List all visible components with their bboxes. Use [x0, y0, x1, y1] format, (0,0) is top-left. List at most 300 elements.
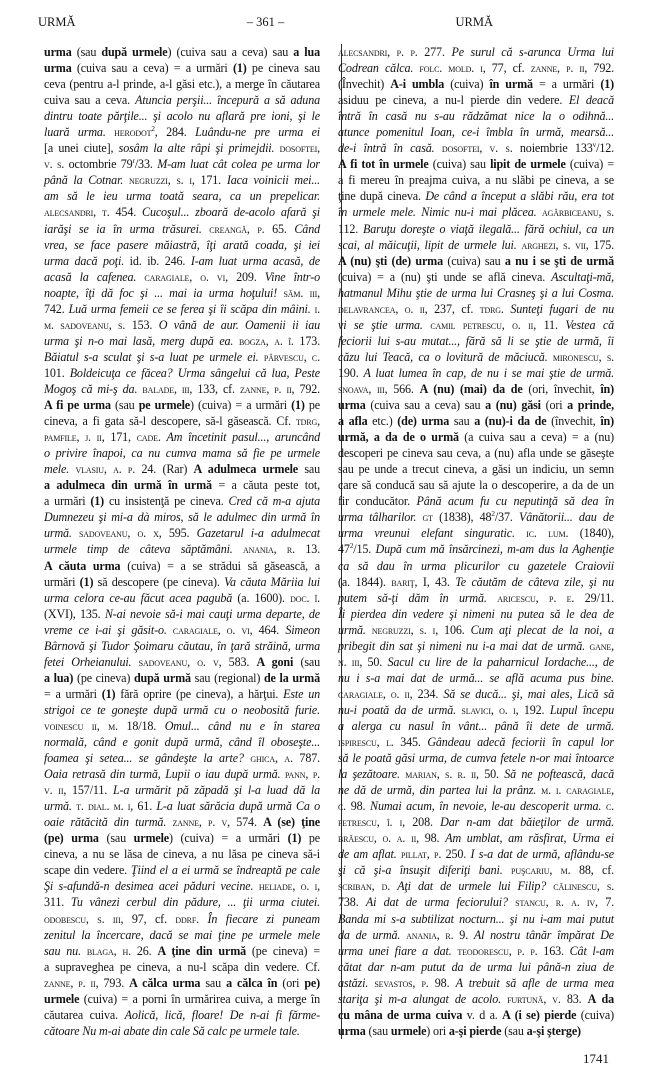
- text-line: [44, 686, 320, 702]
- plain-text: , 566.: [384, 381, 420, 396]
- plain-text: (cuiva sau a ceva) = a urmări: [71, 61, 233, 76]
- plain-text: .: [157, 430, 167, 445]
- plain-text: 454.: [109, 205, 143, 220]
- plain-text: 345.: [393, 735, 428, 750]
- bold-term: A fi pe urma: [44, 398, 111, 413]
- plain-text: (învechit,: [546, 414, 601, 429]
- text-line: [44, 92, 320, 108]
- text-line: [338, 76, 614, 92]
- plain-text: = a urmări: [44, 686, 102, 701]
- italic-citation: urma celora ce-au făcut acea pagubă: [44, 590, 233, 605]
- italic-citation: urma vreunui elefant singuratic.: [338, 526, 515, 541]
- bold-term: A ţine din urmă: [157, 943, 247, 958]
- italic-citation: Simeon: [285, 622, 321, 637]
- source-abbrev: bogza, a. î.: [238, 333, 294, 348]
- source-abbrev: zanne, p. ii: [530, 61, 585, 76]
- two-column-body: [44, 44, 613, 1039]
- source-abbrev: teodorescu, p. p.: [457, 943, 538, 958]
- plain-text: , 464.: [249, 622, 286, 637]
- source-abbrev: caragiale, o. vi: [144, 269, 226, 284]
- plain-text: noiembrie 133: [512, 141, 593, 156]
- text-line: [338, 253, 614, 269]
- text-line: [44, 943, 320, 959]
- text-line: [338, 606, 614, 622]
- text-line: [338, 477, 614, 493]
- italic-citation: M-am luat cât colea pe urma lor: [157, 157, 320, 172]
- text-line: [338, 654, 614, 670]
- text-line: [44, 782, 320, 798]
- plain-text: (cuiva) sau: [428, 157, 491, 172]
- text-line: [338, 1023, 614, 1039]
- italic-citation: da de urmă.: [338, 927, 401, 942]
- source-abbrev: doc. î.: [290, 590, 321, 605]
- source-abbrev: snoava, iii: [338, 381, 385, 396]
- plain-text: /33.: [134, 157, 158, 172]
- bold-term: în urmă: [489, 77, 533, 92]
- italic-citation: scai, al măicuţii, lipit de urmele lui.: [338, 237, 517, 252]
- bold-term: A-i umbla: [390, 77, 445, 92]
- text-line: [44, 574, 320, 590]
- italic-citation: Vânătorii... dau de: [519, 510, 614, 525]
- italic-citation: Ascultaţi-mă,: [551, 269, 614, 284]
- source-abbrev: heliade, o. i,: [258, 879, 320, 894]
- plain-text: (ori: [277, 975, 305, 990]
- plain-text: (pe cineva) =: [246, 943, 320, 958]
- italic-citation: Va căuta Măriia lui: [224, 574, 320, 589]
- italic-citation: astăzi.: [338, 975, 369, 990]
- italic-citation: luară urma.: [44, 125, 106, 140]
- italic-citation: foamea şi setea... se gândeşte la arte?: [44, 751, 244, 766]
- source-abbrev: ddrf: [175, 911, 197, 926]
- plain-text: , 97, cf.: [120, 911, 176, 926]
- italic-citation: acasă la cafenea.: [44, 269, 137, 284]
- plain-text: pe cineva sau: [246, 61, 320, 76]
- text-line: [44, 397, 320, 413]
- source-abbrev: sadoveanu, o. v: [138, 654, 219, 669]
- source-abbrev: scriban, d.: [338, 879, 391, 894]
- text-line: [338, 397, 614, 413]
- text-line: [44, 862, 320, 878]
- text-line: [338, 750, 614, 766]
- italic-citation: Cucoşul... zboară de-acolo afară şi: [142, 205, 321, 220]
- text-line: [44, 959, 320, 975]
- text-line: [338, 830, 614, 846]
- plain-text: (pe cineva): [73, 670, 134, 685]
- text-line: [44, 750, 320, 766]
- italic-citation: L-a luat sărăcia după urmă Ca o: [156, 799, 320, 814]
- plain-text: , 157/11.: [63, 783, 113, 798]
- bold-term: lipit de urmele: [490, 157, 566, 172]
- text-line: [338, 686, 614, 702]
- text-line: [44, 894, 320, 910]
- text-line: [44, 541, 320, 557]
- text-line: [44, 509, 320, 525]
- italic-citation: putem să-ţi dăm în urmă.: [338, 590, 487, 605]
- italic-citation: oaie rătăcită din turmă.: [44, 815, 167, 830]
- italic-citation: Sacul cu lire de la paharnicul Iordache..., de: [387, 654, 614, 669]
- plain-text: ) ori: [426, 1023, 449, 1038]
- running-head-right: URMĂ: [455, 15, 493, 29]
- source-abbrev: n. iii: [338, 654, 360, 669]
- bold-term: după urmă: [133, 670, 191, 685]
- text-line: [44, 253, 320, 269]
- plain-text: cu insistenţă pe cineva.: [104, 494, 229, 509]
- italic-citation: I s-a dat de urmă, aflându-se: [470, 847, 615, 862]
- bold-term: urmă, a da de o urmă: [338, 430, 459, 445]
- bold-term: a lua): [44, 670, 74, 685]
- italic-citation: să le poată găsi urma, de cumva fetele n-or mai întoarce: [338, 751, 614, 766]
- italic-citation: Ţiind el a ei urmă se îndreaptă pe cale: [130, 863, 321, 878]
- italic-citation: Când: [294, 221, 320, 236]
- italic-citation: L-a urmărit pă zăpadă şi l-a luad dă la: [112, 783, 321, 798]
- text-line: [44, 975, 320, 991]
- italic-citation: Vestea că: [565, 317, 615, 332]
- source-abbrev: negruzzi, s. i: [371, 622, 436, 637]
- text-line: [44, 798, 320, 814]
- source-abbrev: camil petrescu, o. ii: [430, 317, 534, 332]
- text-line: [338, 862, 614, 878]
- bold-term: urma: [338, 1023, 366, 1038]
- italic-citation: nu i s-a mai dat de urmă... se află acuma pus bine.: [338, 670, 614, 685]
- italic-citation: Ai dat de urma feciorului?: [365, 895, 508, 910]
- plain-text: [503, 863, 511, 877]
- text-line: [338, 975, 614, 991]
- plain-text: 190.: [338, 365, 364, 380]
- italic-citation: Atuncia perşii... începură a să aduna: [135, 93, 321, 108]
- plain-text: 9.: [453, 927, 474, 942]
- bold-term: urma: [338, 398, 366, 413]
- bold-term: (1): [90, 494, 105, 509]
- bold-term: (1): [79, 574, 94, 589]
- plain-text: (sau: [71, 45, 102, 59]
- text-line: [338, 221, 614, 237]
- text-line: [44, 1023, 320, 1039]
- source-abbrev: ispirescu, l.: [338, 735, 394, 750]
- italic-citation: noapte, îţi dă foc şi ... mai ia urma hoţului!: [44, 285, 278, 300]
- plain-text: 738.: [338, 895, 366, 910]
- italic-citation: întră în casă nu s-au rădzămat nice la o odihnă...: [338, 109, 614, 124]
- source-abbrev: marian, s. r. ii: [405, 767, 476, 782]
- plain-text: 18/18.: [118, 718, 165, 733]
- plain-text: scape din vedere.: [44, 863, 131, 878]
- plain-text: , 77, cf.: [482, 61, 531, 76]
- text-line: [338, 461, 614, 477]
- bold-term: a-şi pierde: [448, 1023, 502, 1038]
- italic-citation: dintru toate părţile... şi acolo nu aflară pre ioni, şi le: [44, 109, 320, 124]
- italic-citation: în urmele mele. Nimic nu-i mai plăcea.: [338, 205, 537, 220]
- bold-term: a călca în: [226, 975, 278, 990]
- running-header: [38, 15, 493, 30]
- plain-text: fără oprire (pe cineva), a hărţui.: [115, 686, 284, 701]
- bold-term: A (nu) şti (de) urma: [338, 253, 443, 268]
- text-line: [338, 878, 614, 894]
- italic-citation: Numai acum, în nevoie, le-au descoperit urma.: [370, 799, 602, 814]
- italic-citation: Mogoş că mi-ş da.: [44, 381, 138, 396]
- text-line: [44, 702, 320, 718]
- text-line: [338, 943, 614, 959]
- plain-text: , 574.: [227, 815, 264, 830]
- italic-citation: ne dă de urmă, din partea lui la prânz.: [338, 783, 537, 798]
- source-abbrev: caragiale, o. ii: [338, 686, 410, 701]
- text-line: [44, 654, 320, 670]
- italic-citation: A trebuit să afle de urma mea: [455, 975, 615, 990]
- bold-term: a (nu) găsi: [485, 398, 541, 413]
- text-line: [44, 638, 320, 654]
- text-line: [338, 156, 614, 172]
- text-line: [338, 798, 614, 814]
- italic-citation: sosâm la alte râpi şi primejdii.: [118, 141, 275, 156]
- plain-text: descoperi pe cineva sau ceva, a (nu) afla unde se găseşte: [338, 446, 614, 461]
- text-line: [44, 172, 320, 188]
- plain-text: sau: [449, 414, 475, 429]
- text-line: [44, 156, 320, 172]
- plain-text: a urmări: [44, 494, 91, 509]
- italic-citation: strigoi ce te goneşte după urmă cu o neobosită furie.: [44, 702, 320, 717]
- plain-text: asiduu pe cineva, a nu-l pierde din vedere.: [338, 93, 569, 108]
- italic-citation: zenitul la încercare, dacă se mai ţine pe urmele mele: [44, 927, 320, 942]
- plain-text: ţine după cineva.: [338, 189, 426, 204]
- text-line: [44, 477, 320, 493]
- plain-text: urmări: [44, 574, 80, 589]
- source-abbrev: arghezi, s. vii: [521, 237, 586, 252]
- italic-citation: Baruţu doreşte o viaţă ilegală... fără ochiul, ca un: [363, 221, 614, 236]
- plain-text: , 7.: [595, 895, 614, 910]
- plain-text: , 50.: [359, 654, 388, 669]
- italic-citation: urmă.: [44, 799, 72, 814]
- source-abbrev: tdrg: [479, 301, 501, 316]
- text-line: [338, 702, 614, 718]
- text-line: [44, 285, 320, 301]
- text-line: [338, 60, 614, 76]
- text-line: [44, 718, 320, 734]
- bold-term: urma: [44, 61, 72, 76]
- italic-citation: de-i întră în casă.: [338, 141, 435, 156]
- plain-text: 742.: [44, 301, 69, 316]
- plain-text: .: [196, 911, 208, 926]
- plain-text: , 234.: [409, 686, 444, 701]
- plain-text: (cuiva): [444, 77, 490, 92]
- text-line: [44, 108, 320, 124]
- source-abbrev: gt: [422, 510, 433, 525]
- bold-term: a-şi şterge): [526, 1023, 581, 1038]
- text-line: [338, 44, 614, 60]
- superscript: 2: [349, 542, 354, 551]
- plain-text: (cuiva sau a ceva) sau: [365, 398, 486, 413]
- bold-term: a prinde,: [567, 398, 614, 413]
- bold-term: A adulmeca urmele: [193, 462, 299, 477]
- text-line: [44, 606, 320, 622]
- italic-citation: şi că şi-a însuşit diferiţi bani.: [338, 863, 503, 878]
- bold-term: (1): [101, 686, 116, 701]
- text-line: [338, 124, 614, 140]
- text-line: [338, 285, 614, 301]
- text-line: [44, 670, 320, 686]
- italic-citation: Până acum fu cu neputinţă să dea în: [416, 494, 614, 509]
- source-abbrev: ic. lum.: [526, 526, 569, 541]
- italic-citation: Dar n-am dat băieţilor de urmă.: [440, 815, 614, 830]
- plain-text: , 209.: [225, 269, 265, 284]
- text-line: [338, 140, 614, 156]
- plain-text: [435, 141, 442, 155]
- text-line: [338, 108, 614, 124]
- text-line: [338, 782, 614, 798]
- source-abbrev: stancu, r. a. iv: [515, 895, 596, 910]
- text-line: [338, 911, 614, 927]
- bold-term: (de) urma: [397, 414, 450, 429]
- right-column-text: [338, 44, 614, 1039]
- plain-text: , 106.: [435, 622, 471, 637]
- text-line: [338, 846, 614, 862]
- plain-text: [487, 591, 498, 605]
- plain-text: 173.: [293, 333, 320, 348]
- plain-text: [233, 542, 243, 556]
- plain-text: , 284.: [154, 125, 196, 140]
- italic-citation: Şi s-afundă-n desimea acei păduri vecine.: [44, 879, 254, 894]
- text-line: [338, 188, 614, 204]
- italic-citation: În fiecare zi puneam: [207, 911, 320, 926]
- source-abbrev: balade, iii: [142, 381, 190, 396]
- plain-text: , 793.: [95, 975, 130, 990]
- text-line: [44, 301, 320, 317]
- superscript: 2: [491, 510, 495, 519]
- italic-citation: cătoare Nu m-ai abate din cale Să calc pe urmele tale.: [44, 1023, 300, 1038]
- plain-text: cuiva sau a ceva.: [44, 93, 136, 108]
- plain-text: sau: [298, 462, 321, 477]
- bold-term: de la urmă: [263, 670, 320, 685]
- italic-citation: Dumnezeu şi mi-a dà miros, să le adulmec din urmă în: [44, 510, 320, 525]
- italic-citation: pribegit din sat şi nimeni nu i-a mai dat de urmă.: [338, 638, 585, 653]
- bold-term: a adulmeca din urmă în urmă: [44, 478, 212, 493]
- text-line: [338, 814, 614, 830]
- italic-citation: hatmanul Mihu ştie de urma lui Crasneş şi a lui Cosma.: [338, 285, 614, 300]
- italic-citation: de am aflat.: [338, 847, 397, 862]
- plain-text: (a. 1844).: [338, 574, 392, 589]
- text-line: [338, 622, 614, 638]
- italic-citation: ca să dau în urma plicurilor cu gazetele Craiovii: [338, 558, 614, 573]
- plain-text: , 61.: [130, 799, 157, 814]
- italic-citation: Gândeau adecă feciorii în capul lor: [427, 735, 614, 750]
- plain-text: să descopere (pe cineva).: [93, 574, 225, 589]
- italic-citation: Am încetinit pasul..., aruncând: [166, 430, 321, 445]
- source-abbrev: mironescu, s.: [552, 349, 615, 364]
- text-line: [338, 172, 614, 188]
- source-abbrev: zanne, p. v: [172, 815, 228, 830]
- plain-text: , 792.: [584, 61, 614, 76]
- italic-citation: normală, când e gonit după urmă, când îl oboseşte...: [44, 735, 320, 750]
- plain-text: , 50.: [475, 767, 505, 782]
- text-line: [44, 365, 320, 381]
- text-line: [338, 894, 614, 910]
- plain-text: [515, 526, 526, 540]
- plain-text: 112.: [338, 221, 363, 236]
- source-abbrev: furtună, v.: [507, 991, 561, 1006]
- plain-text: [131, 655, 138, 669]
- text-line: [44, 558, 320, 574]
- plain-text: 83.: [560, 991, 588, 1006]
- italic-citation: I-am luat urma acasă, de: [190, 253, 320, 268]
- plain-text: (sau: [98, 831, 134, 846]
- plain-text: pe: [301, 831, 320, 846]
- source-abbrev: m. sadoveanu, s.: [44, 317, 126, 332]
- source-abbrev: sevastos, p.: [374, 975, 429, 990]
- italic-citation: Oaia retrasă din turmă, Lupii o iau după urmă.: [44, 767, 281, 782]
- plain-text: 250.: [441, 847, 471, 862]
- italic-citation: De când a început a slăbi rău, era tot: [425, 189, 614, 204]
- text-line: [338, 204, 614, 220]
- plain-text: 277.: [417, 45, 452, 59]
- source-abbrev: anania, r.: [406, 927, 454, 942]
- italic-citation: nu-i poată da de urmă.: [338, 702, 456, 717]
- bold-term: urmele: [133, 831, 170, 846]
- plain-text: pe: [304, 398, 320, 413]
- plain-text: (cuiva) = a se strădui să găsească, a: [120, 558, 320, 573]
- italic-citation: Vine într-o: [264, 269, 321, 284]
- text-line: [44, 991, 320, 1007]
- italic-citation: Cum aţi plecat de la noi, a: [470, 622, 615, 637]
- bold-term: a nu i se şti de urmă: [504, 253, 614, 268]
- footer-page-number: 1741: [583, 1051, 609, 1066]
- plain-text: 24. (Rar): [135, 462, 194, 477]
- source-abbrev: v. s.: [44, 157, 65, 172]
- source-abbrev: aricescu, p. e.: [497, 590, 575, 605]
- source-abbrev: c.: [605, 799, 615, 814]
- italic-citation: Bârnovă şi Tudor Şoimaru căutau, în ţară străină, urma: [44, 638, 320, 653]
- plain-text: , 208.: [402, 815, 441, 830]
- italic-citation: feciorii lui s-au mutat..., fără să li se ştie de urmă, îi: [338, 333, 614, 348]
- italic-citation: Luă urma femeii ce se ferea şi îi scăpa din mâini.: [68, 301, 311, 316]
- plain-text: 98.: [346, 799, 371, 814]
- plain-text: 787.: [292, 751, 320, 766]
- italic-citation: Boldeicuţa ce făcea? Urma sângelui că lua, Peste: [69, 365, 320, 380]
- italic-citation: După cum mă însărcinezi, m-am dus la Aghenţie: [375, 542, 614, 557]
- text-line: [44, 204, 320, 220]
- plain-text: 26.: [130, 943, 158, 958]
- text-line: [44, 349, 320, 365]
- italic-citation: cătat dar n-am putut da de urma lui până-n ziua de: [338, 959, 614, 974]
- text-line: [338, 429, 614, 445]
- text-line: [338, 558, 614, 574]
- text-line: [44, 846, 320, 862]
- italic-citation: la şezătoare.: [338, 767, 400, 782]
- plain-text: 98.: [428, 975, 456, 990]
- plain-text: = a căuta peste tot,: [211, 478, 320, 493]
- text-line: [338, 638, 614, 654]
- plain-text: (sau: [293, 654, 320, 669]
- source-abbrev: creangă, p.: [209, 221, 265, 236]
- plain-text: octombrie 79: [64, 157, 133, 172]
- bold-term: (1): [600, 77, 614, 92]
- italic-citation: urma dacă poţi.: [44, 253, 125, 268]
- italic-citation: vi se ştie urma.: [338, 317, 423, 332]
- italic-citation: El deacă: [568, 93, 614, 108]
- italic-citation: Este un: [283, 686, 320, 701]
- plain-text: , 237, cf.: [424, 301, 480, 316]
- source-abbrev: dosoftei,: [279, 141, 320, 156]
- plain-text: 47: [338, 542, 350, 557]
- source-abbrev: alecsandri, t.: [44, 205, 110, 220]
- running-head-left: URMĂ: [38, 15, 76, 29]
- plain-text: 88, cf.: [570, 863, 615, 878]
- bold-term: după urmele: [101, 45, 168, 59]
- plain-text: 101.: [44, 365, 70, 380]
- bold-term: A (se) ţine: [263, 815, 321, 830]
- plain-text: a supraveghea pe cineva, a nu-l scăpa din vedere. Cf.: [44, 959, 320, 974]
- bold-term: urmele: [44, 991, 80, 1006]
- text-line: [44, 1007, 320, 1023]
- source-abbrev: pamfile, j. ii: [44, 430, 102, 445]
- italic-citation: Am umblat, am răsfirat, Urma ei: [445, 831, 614, 846]
- superscript: r: [132, 157, 135, 166]
